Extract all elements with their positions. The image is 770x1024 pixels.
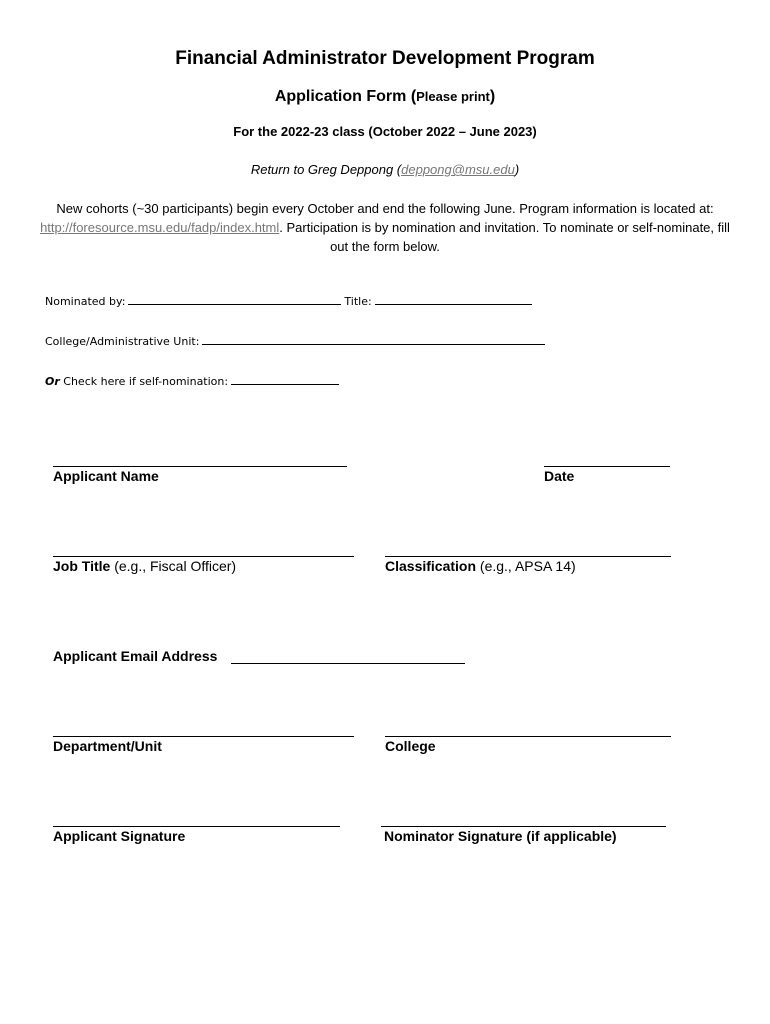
email-line[interactable]: [231, 663, 465, 664]
unit-field[interactable]: [202, 333, 545, 345]
return-prefix: Return to Greg Deppong (: [250, 162, 402, 177]
nominator-signature-label: Nominator Signature (if applicable): [384, 828, 617, 844]
subtitle-please-print: Please print: [416, 89, 490, 104]
self-nomination-field[interactable]: [231, 373, 339, 385]
job-title-label: [53, 558, 236, 574]
classification-line[interactable]: [385, 556, 671, 557]
intro-paragraph: [40, 199, 730, 256]
college-line[interactable]: [385, 736, 671, 737]
nominator-signature-line[interactable]: [381, 826, 666, 827]
self-nomination-label: Check here if self-nomination:: [63, 375, 229, 388]
applicant-signature-label: Applicant Signature: [53, 828, 186, 844]
classification-label: [385, 558, 576, 574]
applicant-signature-line[interactable]: [53, 826, 340, 827]
intro-text-end: . Participation is by nomination and invitation. To nominate or self-nominate, fill out the form below.: [279, 220, 730, 254]
form-subtitle: [0, 88, 770, 106]
college-label: College: [385, 738, 436, 754]
classification-note: (e.g., APSA 14): [479, 558, 576, 574]
applicant-name-label: Applicant Name: [53, 468, 159, 484]
intro-text-start: New cohorts (~30 participants) begin every October and end the following June. Program information is located at:: [56, 201, 714, 216]
subtitle-close: ): [489, 88, 496, 105]
nominated-by-label: Nominated by:: [45, 295, 126, 308]
subtitle-main: Application Form (: [274, 88, 417, 105]
classification-text: Classification: [385, 558, 477, 574]
email-label: Applicant Email Address: [53, 648, 218, 664]
job-title-text: Job Title: [53, 558, 111, 574]
or-label: Or: [45, 375, 60, 388]
return-instructions: [0, 162, 770, 177]
class-dates: For the 2022-23 class (October 2022 – June 2023): [233, 124, 537, 139]
department-label: Department/Unit: [53, 738, 162, 754]
page-title: Financial Administrator Development Program: [175, 48, 595, 69]
nominated-by-field[interactable]: [128, 293, 341, 305]
self-nomination-row: [45, 373, 342, 388]
job-title-note: (e.g., Fiscal Officer): [114, 558, 237, 574]
title-label: Title:: [344, 295, 372, 308]
nominated-by-row: [45, 293, 535, 308]
title-field[interactable]: [375, 293, 532, 305]
department-line[interactable]: [53, 736, 354, 737]
job-title-line[interactable]: [53, 556, 354, 557]
unit-label: College/Administrative Unit:: [45, 335, 200, 348]
return-email-link[interactable]: deppong@msu.edu: [401, 162, 515, 177]
date-label: Date: [544, 468, 575, 484]
applicant-name-line[interactable]: [53, 466, 347, 467]
program-info-link[interactable]: http://foresource.msu.edu/fadp/index.html: [40, 220, 280, 235]
date-line[interactable]: [544, 466, 670, 467]
return-suffix: ): [514, 162, 520, 177]
unit-row: [45, 333, 548, 348]
